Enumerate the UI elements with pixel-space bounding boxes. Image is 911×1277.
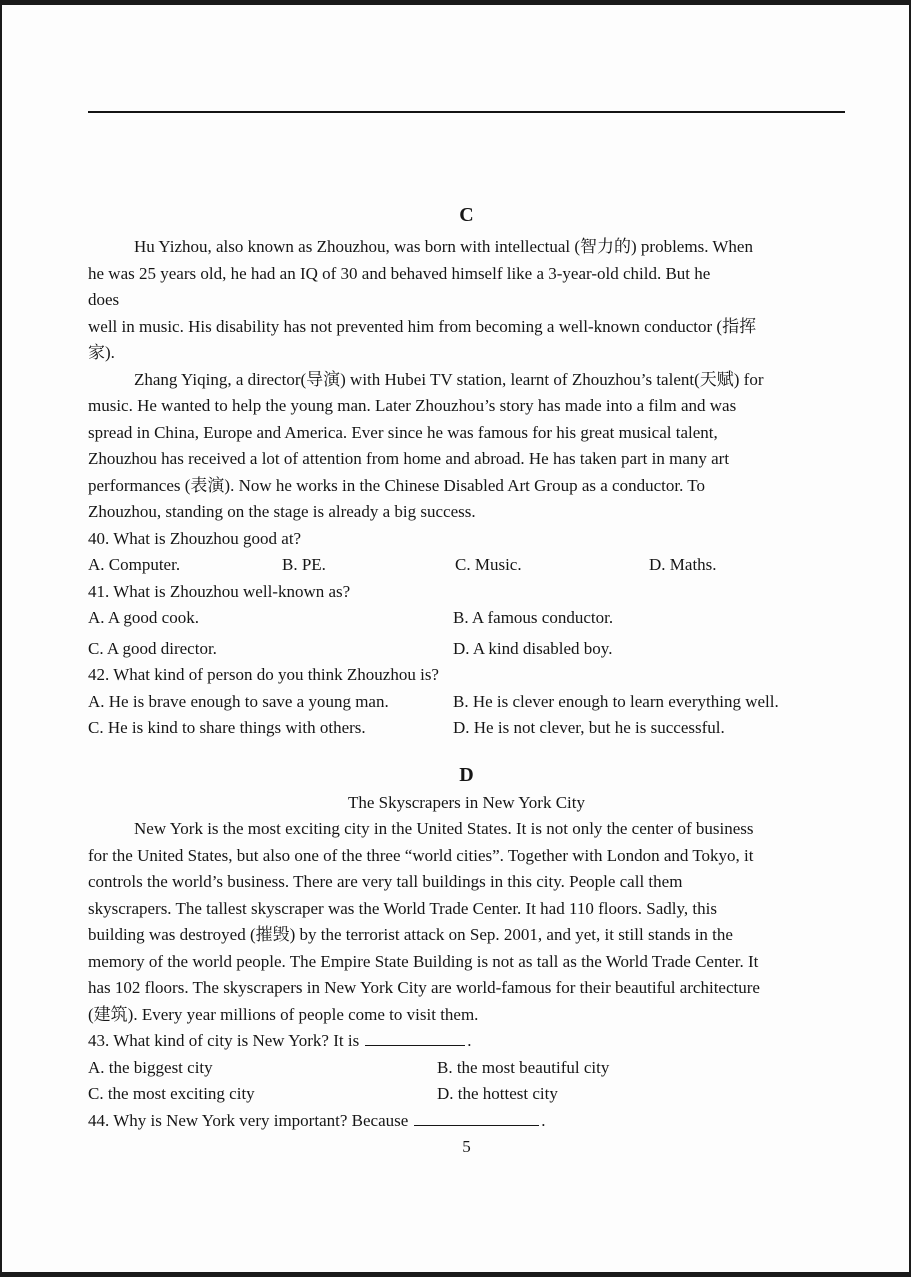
- paragraph-line: memory of the world people. The Empire State Building is not as tall as the World Trade Center. It: [88, 951, 759, 971]
- question-40-stem: 40. What is Zhouzhou good at?: [88, 528, 302, 548]
- option-a: A. He is brave enough to save a young man.: [88, 691, 389, 711]
- paragraph-line: 家).: [88, 343, 115, 362]
- question-44-period: .: [541, 1110, 546, 1130]
- page-bottom-edge: [0, 1272, 911, 1277]
- option-a: A. Computer.: [88, 555, 181, 574]
- option-b: B. A famous conductor.: [453, 608, 614, 627]
- question-41: [88, 579, 845, 663]
- option-b: B. He is clever enough to learn everything well.: [453, 691, 779, 711]
- question-44-stem-text: 44. Why is New York very important? Because: [88, 1110, 409, 1130]
- question-41-options-ab: [88, 605, 845, 632]
- question-42-options-cd: [88, 715, 845, 742]
- question-40: [88, 526, 845, 579]
- paragraph-line: Zhouzhou has received a lot of attention from home and abroad. He has taken part in many art: [88, 449, 730, 468]
- paragraph-line: spread in China, Europe and America. Ever since he was famous for his great musical talent,: [88, 422, 718, 442]
- option-b: B. PE.: [282, 555, 326, 574]
- question-40-options: [88, 552, 845, 579]
- option-a: A. A good cook.: [88, 608, 199, 627]
- passage-c-paragraph-2: [88, 367, 845, 526]
- paragraph-line: well in music. His disability has not prevented him from becoming a well-known conductor (指挥: [88, 316, 757, 336]
- section-d-heading: D: [459, 763, 474, 786]
- page-number: 5: [462, 1137, 471, 1156]
- question-43-period: .: [467, 1031, 472, 1050]
- option-d: D. He is not clever, but he is successful.: [453, 718, 725, 737]
- question-43-options-ab: [88, 1055, 845, 1082]
- paragraph-line: New York is the most exciting city in the United States. It is not only the center of business: [134, 819, 754, 838]
- passage-c-paragraph-1: [88, 234, 845, 367]
- option-c: C. He is kind to share things with others.: [88, 718, 366, 737]
- answer-blank: [414, 1113, 539, 1126]
- question-41-stem: 41. What is Zhouzhou well-known as?: [88, 581, 351, 601]
- option-c: C. the most exciting city: [88, 1084, 255, 1103]
- paragraph-line: Zhouzhou, standing on the stage is already a big success.: [88, 502, 476, 521]
- question-42-stem: 42. What kind of person do you think Zhouzhou is?: [88, 665, 439, 684]
- paragraph-line: has 102 floors. The skyscrapers in New York City are world-famous for their beautiful architecture: [88, 978, 760, 997]
- question-41-options-cd: [88, 636, 845, 663]
- question-44-stem: [88, 1108, 845, 1135]
- question-43-stem-text: 43. What kind of city is New York? It is: [88, 1031, 360, 1050]
- option-d: D. the hottest city: [437, 1084, 558, 1103]
- question-43: [88, 1028, 845, 1108]
- option-c: C. A good director.: [88, 638, 217, 658]
- paragraph-line: skyscrapers. The tallest skyscraper was the World Trade Center. It had 110 floors. Sadly, this: [88, 898, 717, 918]
- paragraph-line: Hu Yizhou, also known as Zhouzhou, was born with intellectual (智力的) problems. When: [134, 237, 753, 256]
- question-43-options-cd: [88, 1081, 845, 1108]
- passage-d-paragraph: [88, 816, 845, 1028]
- paragraph-line: performances (表演). Now he works in the Chinese Disabled Art Group as a conductor. To: [88, 475, 705, 495]
- paragraph-line: for the United States, but also one of the three “world cities”. Together with London and Tokyo, it: [88, 845, 754, 865]
- section-c-heading: C: [459, 204, 474, 226]
- page-left-edge: [0, 0, 2, 1277]
- section-gap: [88, 742, 845, 760]
- option-c: C. Music.: [455, 555, 522, 574]
- option-b: B. the most beautiful city: [437, 1057, 610, 1077]
- paragraph-line: music. He wanted to help the young man. Later Zhouzhou’s story has made into a film and was: [88, 396, 737, 415]
- passage-d-title: The Skyscrapers in New York City: [347, 792, 586, 812]
- paragraph-line: does: [88, 290, 120, 309]
- question-42: [88, 662, 845, 742]
- paragraph-line: controls the world’s business. There are very tall buildings in this city. People call them: [88, 872, 683, 891]
- paragraph-line: (建筑). Every year millions of people come to visit them.: [88, 1004, 479, 1024]
- paragraph-line: Zhang Yiqing, a director(导演) with Hubei TV station, learnt of Zhouzhou’s talent(天赋) for: [134, 369, 764, 389]
- option-d: D. Maths.: [649, 555, 717, 574]
- answer-blank: [365, 1033, 465, 1046]
- paragraph-line: he was 25 years old, he had an IQ of 30 and behaved himself like a 3-year-old child. But he: [88, 263, 711, 283]
- paragraph-line: building was destroyed (摧毁) by the terrorist attack on Sep. 2001, and yet, it still stands in the: [88, 925, 733, 944]
- option-d: D. A kind disabled boy.: [453, 638, 613, 658]
- document-content: [88, 0, 845, 1161]
- question-42-options-ab: [88, 689, 845, 716]
- option-a: A. the biggest city: [88, 1057, 213, 1077]
- question-43-stem: [88, 1028, 845, 1055]
